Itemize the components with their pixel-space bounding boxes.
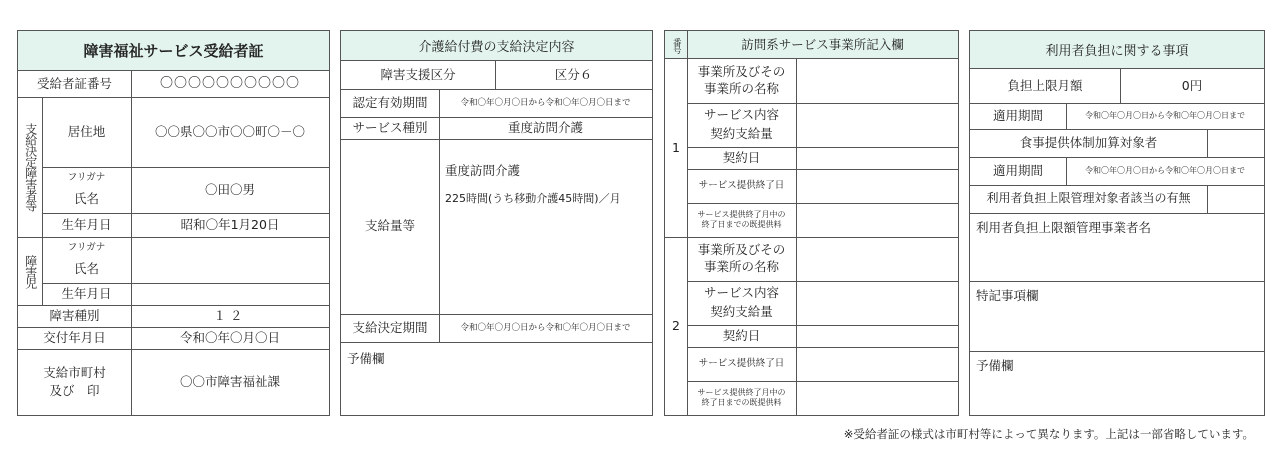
reserve-label: 予備欄 <box>976 358 1014 373</box>
end-month-line2: 終了日までの既提供料 <box>701 220 782 229</box>
municipality-label-line1: 支給市町村 <box>43 364 106 380</box>
panel-title: 訪問系サービス事業所記入欄 <box>741 36 904 52</box>
reserve-field: 予備欄 <box>347 351 385 366</box>
service-content-line2: 契約支給量 <box>710 126 773 141</box>
contract-date-label-2: 契約日 <box>722 327 761 343</box>
end-month-label-2 <box>687 381 796 415</box>
service-content-label-1 <box>687 103 796 147</box>
support-class-value: 区分６ <box>554 66 593 82</box>
support-class-label: 障害支援区分 <box>380 66 456 82</box>
amount-value-hours: 225時間(うち移動介護45時間)／月 <box>445 192 621 206</box>
cert-period-value: 令和〇年〇月〇日から令和〇年〇月〇日まで <box>460 97 631 108</box>
child-birth-label: 生年月日 <box>61 285 112 301</box>
number-header: 番号 <box>671 37 682 53</box>
name-value: 〇田〇男 <box>204 181 255 197</box>
panel-service-provider <box>664 30 959 416</box>
panel-header <box>665 31 958 59</box>
end-date-label-2: サービス提供終了日 <box>698 358 785 370</box>
office-name-line2: 事業所の名称 <box>703 81 779 96</box>
side-label-recipient: 支給決定障害者等 <box>23 123 38 211</box>
disability-type-label: 障害種別 <box>49 307 100 323</box>
municipality-label-line2: 及び 印 <box>49 383 100 398</box>
office-name-line2: 事業所の名称 <box>703 259 779 274</box>
service-content-line1: サービス内容 <box>703 107 779 123</box>
panel-title: 障害福祉サービス受給者証 <box>18 31 329 71</box>
disability-type-value: １２ <box>213 307 247 323</box>
birth-value: 昭和〇年1月20日 <box>180 216 280 232</box>
service-content-line2: 契約支給量 <box>710 304 773 319</box>
footnote: ※受給者証の様式は市町村等によって異なります。上記は一部省略しています。 <box>843 427 1254 441</box>
amount-label: 支給量等 <box>364 218 415 234</box>
panel-title: 介護給付費の支給決定内容 <box>341 31 652 61</box>
end-month-line1: サービス提供終了月中の <box>697 209 786 219</box>
period-label: 適用期間 <box>992 107 1043 123</box>
end-date-label-1: サービス提供終了日 <box>698 180 785 192</box>
side-label-child: 障害児 <box>23 254 38 288</box>
child-name-label: 氏名 <box>73 260 99 276</box>
block-number-2: 2 <box>672 317 680 333</box>
meal-label: 食事提供体制加算対象者 <box>1019 134 1158 150</box>
office-name-label-1 <box>687 59 796 103</box>
panel-user-burden <box>969 30 1265 416</box>
cert-no-label: 受給者証番号 <box>36 75 112 91</box>
panel-recipient-certificate <box>17 30 330 416</box>
address-value: 〇〇県〇〇市〇〇町〇－〇 <box>154 123 305 139</box>
cap-value: 0円 <box>1181 77 1203 93</box>
panel-benefit-decision <box>340 30 653 416</box>
office-name-line1: 事業所及びその <box>697 242 786 258</box>
special-notes-label: 特記事項欄 <box>976 288 1039 303</box>
end-month-line1: サービス提供終了月中の <box>697 387 786 397</box>
period2-label: 適用期間 <box>992 162 1043 178</box>
end-month-line2: 終了日までの既提供料 <box>701 398 782 407</box>
furigana-label: フリガナ <box>67 172 106 184</box>
service-content-line1: サービス内容 <box>703 285 779 301</box>
cap-mgmt-label: 利用者負担上限管理対象者該当の有無 <box>986 191 1191 206</box>
cert-period-label: 認定有効期間 <box>352 94 428 110</box>
decision-period-label: 支給決定期間 <box>352 319 428 335</box>
municipality-value: 〇〇市障害福祉課 <box>179 373 280 389</box>
issue-date-value: 令和〇年〇月〇日 <box>179 329 280 345</box>
birth-label: 生年月日 <box>61 216 112 232</box>
service-type-label: サービス種別 <box>352 119 428 135</box>
office-name-label-2 <box>687 237 796 281</box>
cap-label: 負担上限月額 <box>1007 77 1083 93</box>
cap-mgmt-office-label: 利用者負担上限額管理事業者名 <box>976 220 1152 235</box>
end-month-label-1 <box>687 203 796 237</box>
decision-period-value: 令和〇年〇月〇日から令和〇年〇月〇日まで <box>460 322 631 333</box>
address-label: 居住地 <box>67 123 106 139</box>
block-number-1: 1 <box>672 139 680 155</box>
child-furigana-label: フリガナ <box>67 242 106 254</box>
contract-date-label-1: 契約日 <box>722 149 761 165</box>
office-name-line1: 事業所及びその <box>697 64 786 80</box>
period-value: 令和〇年〇月〇日から令和〇年〇月〇日まで <box>1085 111 1245 121</box>
issue-date-label: 交付年月日 <box>43 329 106 345</box>
period2-value: 令和〇年〇月〇日から令和〇年〇月〇日まで <box>1085 166 1245 176</box>
service-type-value: 重度訪問介護 <box>507 119 583 135</box>
name-label: 氏名 <box>73 190 99 206</box>
service-content-label-2 <box>687 281 796 325</box>
panel-title: 利用者負担に関する事項 <box>970 31 1264 69</box>
amount-value-service: 重度訪問介護 <box>445 162 521 178</box>
municipality-label <box>18 349 131 415</box>
cert-no-value: 〇〇〇〇〇〇〇〇〇〇 <box>159 75 300 91</box>
